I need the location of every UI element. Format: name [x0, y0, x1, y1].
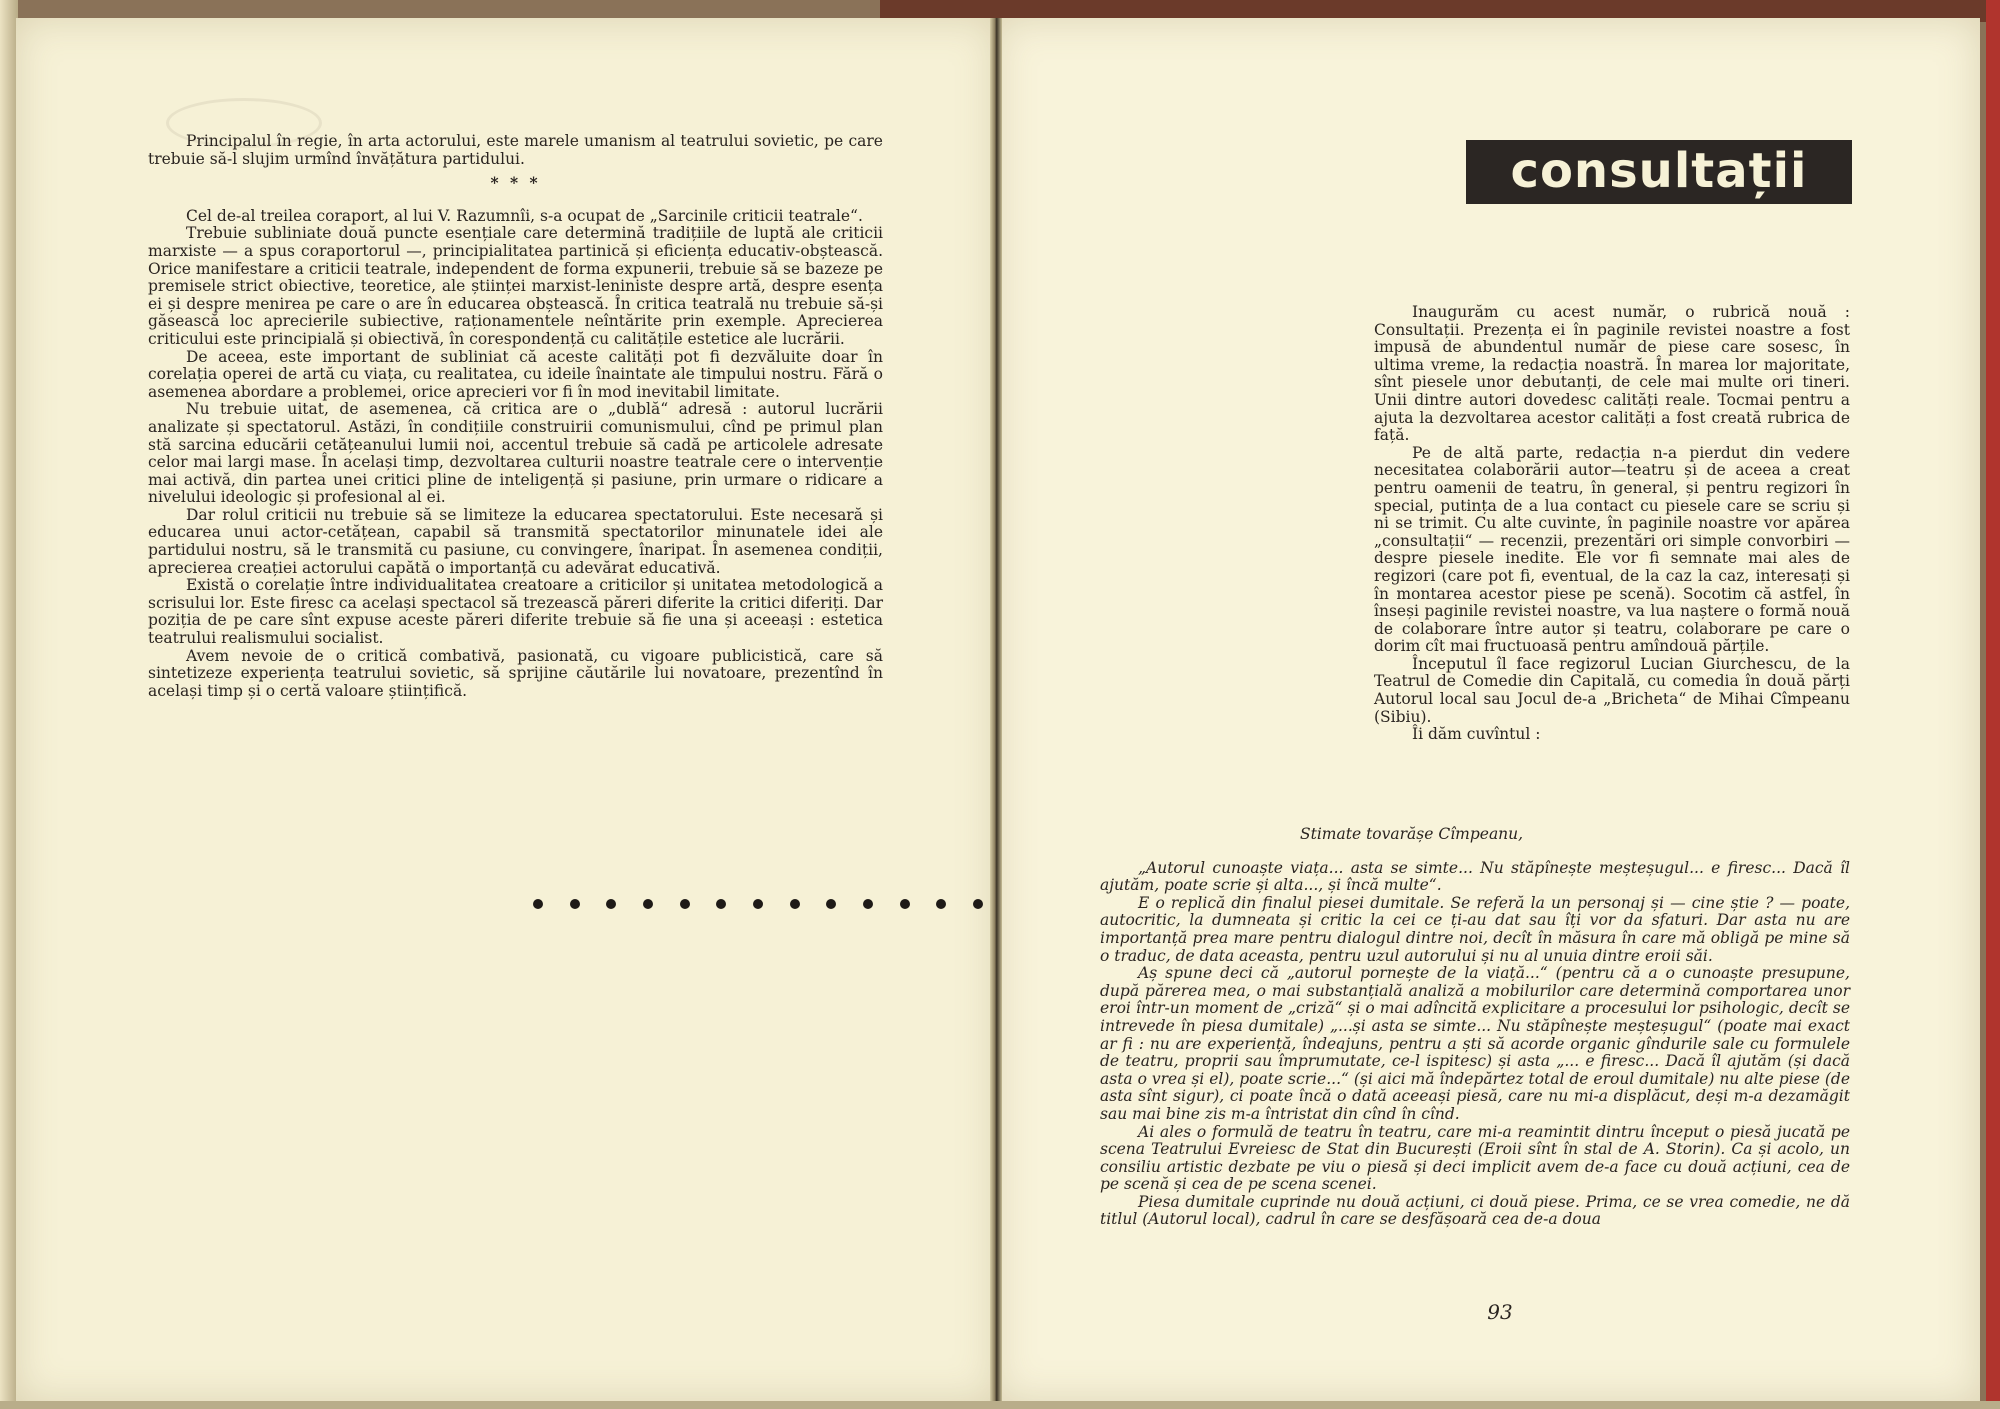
paragraph: Cel de-al treilea coraport, al lui V. Razumnîi, s-a ocupat de „Sarcinile criticii teatrale“. [186, 206, 863, 225]
dot-icon [826, 899, 836, 909]
paragraph: Nu trebuie uitat, de asemenea, că critica are o „dublă“ adresă : autorul lucrării analizate și spectatorul. Astăzi, în condițiile construirii comunismului, cînd pe primul plan stă sarcina educării cetățeanului lumii noi, accentul trebuie să cadă pe articolele adresate celor mai largi mase. În același timp, dezvoltarea culturii noastre teatrale cere o intervenție mai activă, din partea unei critici pline de inteligență și pasiune, prin urmare o ridicare a nivelului ideologic și profesional al ei. [148, 400, 883, 507]
letter-column [1100, 826, 1850, 1229]
dot-icon [790, 899, 800, 909]
dot-icon [643, 899, 653, 909]
paragraph: Avem nevoie de o critică combativă, pasionată, cu vigoare publicistică, care să sintetizeze experiența teatrului sovietic, să sprijine căutările lui novatoare, prezentînd în același timp și o certă valoare științifică. [148, 646, 883, 700]
page-number: 93 [1487, 1300, 1513, 1324]
section-header-bar [1466, 140, 1852, 204]
paragraph: Îi dăm cuvîntul : [1412, 725, 1541, 744]
paragraph: Pe de altă parte, redacția n-a pierdut din vedere necesitatea colaborării autor—teatru și de aceea a creat pentru oamenii de teatru, în general, și pentru regizori în special, putința de a lua contact cu piesele care se scriu și ni se trimit. Cu alte cuvinte, în paginile noastre vor apărea „consultații“ — recenzii, prezentări ori simple convorbiri — despre piesele inedite. Ele vor fi semnate mai ales de regizori (care pot fi, eventual, de la caz la caz, interesați și în montarea acestor piese pe scenă). Socotim că astfel, în înseși paginile revistei noastre, va lua naștere o formă nouă de colaborare între autor și teatru, colaborare pe care o dorim cît mai fructuoasă pentru amîndouă părțile. [1374, 443, 1850, 656]
dot-icon [606, 899, 616, 909]
letter-salutation: Stimate tovarășe Cîmpeanu, [1300, 825, 1524, 843]
dot-icon [753, 899, 763, 909]
section-separator: * * * [490, 173, 541, 193]
paragraph: „Autorul cunoaște viața... asta se simte... Nu stăpînește meșteșugul... e firesc... Dacă îl ajutăm, poate scrie și alta..., și încă multe“. [1100, 858, 1850, 895]
dot-icon [716, 899, 726, 909]
paragraph: Începutul îl face regizorul Lucian Giurchescu, de la Teatrul de Comedie din Capitală, cu comedia în două părți Autorul local sau Jocul de-a „Bricheta“ de Mihai Cîmpeanu (Sibiu). [1374, 654, 1850, 726]
left-page-text [148, 133, 883, 700]
dot-icon [973, 899, 983, 909]
dot-icon [863, 899, 873, 909]
dot-icon [936, 899, 946, 909]
dot-icon [680, 899, 690, 909]
decorative-dot-row [533, 894, 983, 914]
paragraph: Dar rolul criticii nu trebuie să se limiteze la educarea spectatorului. Este necesară și educarea unui actor-cetățean, capabil să transmită spectatorilor minunatele idei ale partidului nostru, să le transmită cu pasiune, cu convingere, înaripat. În asemenea condiții, aprecierea creației actorului capătă o importanță cu adevărat educativă. [148, 505, 883, 577]
paragraph: Piesa dumitale cuprinde nu două acțiuni, ci două piese. Prima, ce se vrea comedie, ne dă titlul (Autorul local), cadrul în care se desfășoară cea de-a doua [1100, 1192, 1850, 1229]
section-title: consultații [1510, 143, 1808, 199]
paragraph: Ai ales o formulă de teatru în teatru, care mi-a reamintit dintru început o piesă jucată pe scena Teatrului Evreiesc de Stat din București (Eroii sînt în stal de A. Storin). Ca și acolo, un consiliu artistic dezbate pe viu o piesă și deci implicit avem de-a face cu două acțiuni, cea de pe scenă și cea de pe scena scenei. [1100, 1122, 1850, 1194]
book-cover-spine-edge [1986, 0, 2000, 1409]
paragraph: Trebuie subliniate două puncte esențiale care determină tradițiile de luptă ale criticii marxiste — a spus coraportorul —, principialitatea partinică și eficiența educativ-obștească. Orice manifestare a criticii teatrale, independent de forma expunerii, trebuie să se bazeze pe premisele strict obiective, teoretice, ale științei marxist-leniniste despre artă, despre esența ei și despre menirea pe care o are în educarea obștească. În critica teatrală nu trebuie să-și găsească loc aprecierile subiective, raționamentele neîntărite prin exemple. Aprecierea criticului este principială și obiectivă, în corespondență cu calitățile estetice ale lucrării. [148, 224, 883, 348]
paragraph: De aceea, este important de subliniat că aceste calități pot fi dezvăluite doar în corelația operei de artă cu viața, cu realitatea, cu ideile înaintate ale timpului nostru. Fără o asemenea abordare a problemei, orice aprecieri vor fi în mod inevitabil limitate. [148, 347, 883, 401]
dot-icon [533, 899, 543, 909]
paragraph: Principalul în regie, în arta actorului, este marele umanism al teatrului sovietic, pe care trebuie să-l slujim urmînd învățătura partidului. [148, 132, 883, 168]
paragraph: E o replică din finalul piesei dumitale. Se referă la un personaj și — cine știe ? — poate, autocritic, la dumneata și critic la cei ce ți-au dat sau îți vor da sfaturi. Dar asta nu are importanță prea mare pentru dialogul dintre noi, decît în măsura în care mă obligă pe mine să o traduc, de data aceasta, pentru uzul autorului și nu al unuia dintre eroii săi. [1100, 893, 1850, 965]
paragraph: Există o corelație între individualitatea creatoare a criticilor și unitatea metodologică a scrisului lor. Este firesc ca același spectacol să trezească păreri diferite la critici diferiți. Dar poziția de pe care sînt expuse aceste păreri diferite trebuie să fie una și aceeași : estetica teatrului realismului socialist. [148, 576, 883, 648]
dot-icon [900, 899, 910, 909]
page-gutter [990, 18, 1002, 1402]
intro-column [1374, 304, 1850, 744]
dot-icon [570, 899, 580, 909]
page-bottom-edge [0, 1401, 2000, 1409]
paragraph: Aș spune deci că „autorul pornește de la viață...“ (pentru că a o cunoaște presupune, după părerea mea, o mai substanțială analiză a mobilurilor care determină comportarea unor eroi într-un moment de „criză“ și o mai adîncită explicitare a procesului lor psihologic, decît se intrevede în piesa dumitale) „...și asta se simte... Nu stăpînește meșteșugul“ (poate mai exact ar fi : nu are experiență, îndeajuns, pentru a ști să acorde organic gîndurile sale cu formulele de teatru, proprii sau împrumutate, ce-l ispitesc) și asta „... e firesc... Dacă îl ajutăm (și dacă asta o vrea și el), poate scrie...“ (și aici mă îndepărtez total de eroul dumitale) nu alte piese (de asta sînt sigur), ci poate încă o dată aceeași piesă, care nu mi-a displăcut, deși m-a dezamăgit sau mai bine zis m-a întristat din cînd în cînd. [1100, 964, 1850, 1123]
paragraph: Inaugurăm cu acest număr, o rubrică nouă : Consultații. Prezența ei în paginile revistei noastre a fost impusă de abundentul număr de piese care sosesc, în ultima vreme, la redacția noastră. În marea lor majoritate, sînt piesele unor debutanți, de cele mai multe ori tineri. Unii dintre autori dovedesc calități reale. Tocmai pentru a ajuta la dezvoltarea acestor calități a fost creată rubrica de față. [1374, 303, 1850, 445]
